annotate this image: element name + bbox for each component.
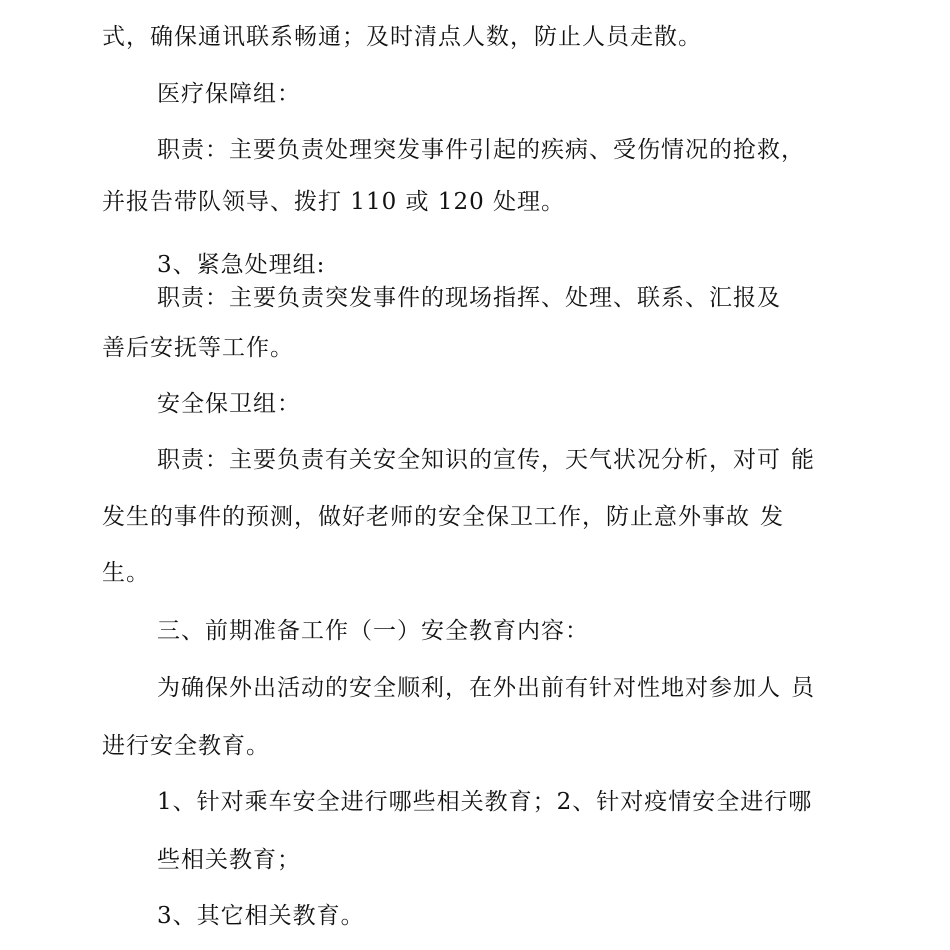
text-line [157, 445, 815, 475]
text-line: 进行安全教育。 [102, 733, 270, 759]
text-line: 1、针对乘车安全进行哪些相关教育；2、针对疫情安全进行哪 [157, 789, 813, 815]
section-heading: 三、前期准备工作（一）安全教育内容： [157, 618, 589, 644]
text-line: 式，确保通讯联系畅通；及时清点人数，防止人员走散。 [102, 24, 702, 50]
text-line: 3、其它相关教育。 [157, 903, 365, 929]
text-line: 些相关教育； [157, 847, 301, 873]
section-heading: 3、紧急处理组: [157, 252, 326, 278]
section-heading: 医疗保障组： [157, 81, 301, 107]
text-fragment: 职责：主要负责有关安全知识的宣传，天气状况分析，对可 [157, 447, 781, 473]
text-line [157, 673, 815, 703]
text-line: 职责：主要负责处理突发事件引起的疾病、受伤情况的抢救， [157, 137, 805, 163]
text-line: 并报告带队领导、拨打 110 或 120 处理。 [102, 189, 566, 215]
text-line: 职责：主要负责突发事件的现场指挥、处理、联系、汇报及 [157, 285, 781, 311]
text-fragment: 为确保外出活动的安全顺利，在外出前有针对性地对参加人 [157, 675, 781, 701]
text-line [102, 502, 784, 532]
text-line: 生。 [102, 560, 150, 586]
text-line: 善后安抚等工作。 [102, 335, 294, 361]
text-fragment: 员 [791, 675, 815, 701]
text-fragment: 发生的事件的预测，做好老师的安全保卫工作，防止意外事故 [102, 504, 750, 530]
text-fragment: 发 [760, 504, 784, 530]
text-fragment: 能 [791, 447, 815, 473]
section-heading: 安全保卫组： [157, 391, 301, 417]
